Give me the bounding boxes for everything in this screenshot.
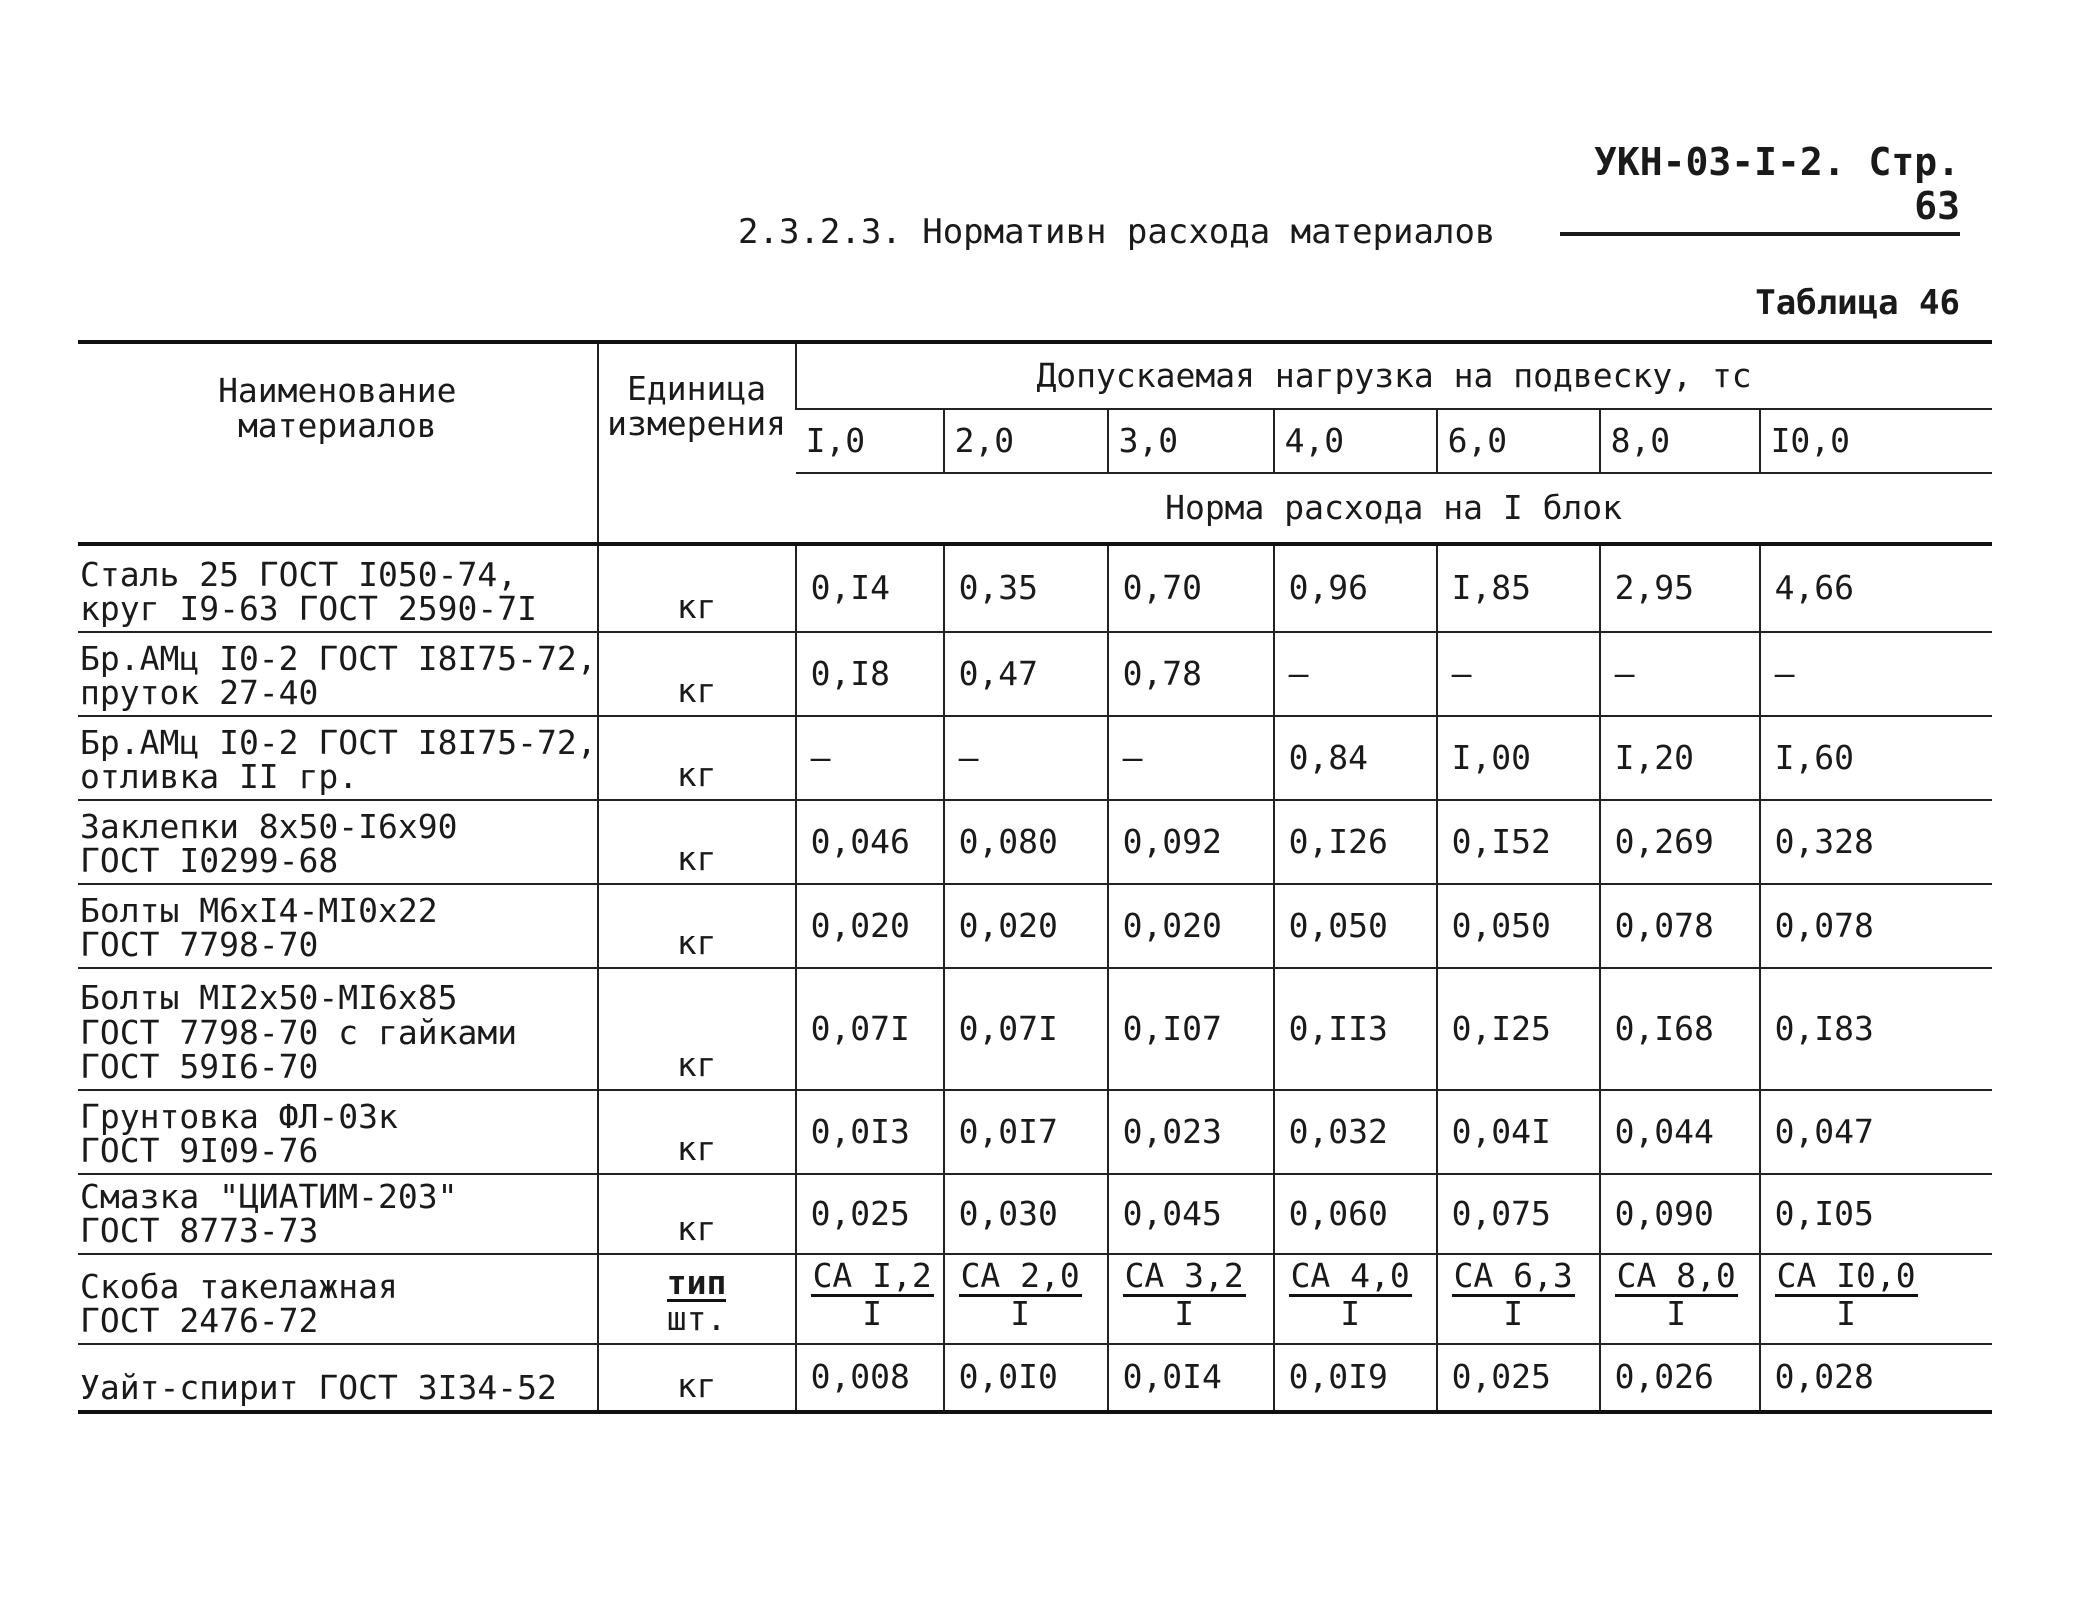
unit-cell: кг [598,1344,796,1412]
norm-value-cell: 0,008 [796,1344,944,1412]
table-number: Таблица 46 [1755,283,1960,323]
norm-value-cell: 0,07I [944,968,1108,1090]
material-name-line: Бр.АМц I0-2 ГОСТ I8I75-72, [80,638,597,678]
header-norm-label: Норма расхода на I блок [796,473,1992,544]
material-name-line: ГОСТ 9I09-76 [80,1131,319,1171]
header-load-value: I0,0 [1760,409,1992,473]
norm-value-cell: I,60 [1760,716,1992,800]
shackle-type-cell [1437,1254,1600,1344]
norm-value-cell: 0,020 [1108,884,1274,968]
unit-cell: кг [598,800,796,884]
section-title: 2.3.2.3. Нормативн расхода материалов [738,212,1496,252]
shackle-type-cell [1274,1254,1437,1344]
material-name-cell [78,1344,598,1412]
norm-value-cell: 0,I05 [1760,1174,1992,1254]
norm-value-cell: 0,I83 [1760,968,1992,1090]
shackle-type-fraction [1452,1256,1575,1333]
header-name-line: материалов [237,405,437,445]
material-name-line: ГОСТ 7798-70 с гайками [80,1012,518,1052]
material-name-line: Скоба такелажная [80,1266,398,1306]
norm-value-cell: – [1760,632,1992,716]
unit-cell: кг [598,884,796,968]
material-name-cell [78,1254,598,1344]
unit-numerator: тип [666,1263,727,1303]
material-name-cell [78,1174,598,1254]
norm-value-cell: 0,I8 [796,632,944,716]
norm-value-cell: 0,96 [1274,544,1437,632]
material-name-line: отливка II гр. [80,757,359,797]
material-name-line: Грунтовка ФЛ-03к [80,1096,398,1136]
unit-fraction [666,1263,727,1339]
header-load-value: 6,0 [1437,409,1600,473]
material-name-line: пруток 27-40 [80,673,319,713]
material-name-line: Бр.АМц I0-2 ГОСТ I8I75-72, [80,722,597,762]
norm-value-cell: 0,020 [796,884,944,968]
material-name-line: ГОСТ 8773-73 [80,1211,319,1251]
header-name-cell [78,342,598,544]
shackle-quantity: I [862,1294,883,1333]
norm-value-cell: 0,35 [944,544,1108,632]
table-row [78,1254,1992,1344]
material-name-line: ГОСТ 7798-70 [80,925,319,965]
norm-value-cell: 2,95 [1600,544,1760,632]
norm-value-cell: 0,050 [1437,884,1600,968]
header-load-value: 2,0 [944,409,1108,473]
shackle-type-fraction [811,1256,934,1333]
document-code: УКН-03-I-2. Стр. 63 [1560,140,1960,236]
norm-value-cell: – [1108,716,1274,800]
shackle-type-cell [1600,1254,1760,1344]
norm-value-cell: 0,269 [1600,800,1760,884]
norm-value-cell: 0,025 [1437,1344,1600,1412]
unit-cell: кг [598,1090,796,1174]
material-name-line: ГОСТ I0299-68 [80,841,339,881]
norm-value-cell: – [944,716,1108,800]
norm-value-cell: 0,032 [1274,1090,1437,1174]
norm-value-cell: 0,050 [1274,884,1437,968]
header-unit-cell [598,342,796,544]
norm-value-cell: 0,025 [796,1174,944,1254]
material-name-cell [78,968,598,1090]
shackle-quantity: I [1340,1294,1361,1333]
shackle-quantity: I [1174,1294,1195,1333]
unit-cell: кг [598,968,796,1090]
shackle-type-cell [1760,1254,1992,1344]
shackle-type-code: СА 2,0 [960,1256,1080,1295]
material-name-line: Смазка "ЦИАТИМ-203" [80,1176,458,1216]
norm-value-cell: 0,328 [1760,800,1992,884]
table-row [78,544,1992,632]
header-load-value: 8,0 [1600,409,1760,473]
norm-value-cell: 0,78 [1108,632,1274,716]
norm-value-cell: 0,0I9 [1274,1344,1437,1412]
material-name-cell [78,716,598,800]
norm-value-cell: 0,028 [1760,1344,1992,1412]
norm-value-cell: 0,044 [1600,1090,1760,1174]
unit-cell: кг [598,632,796,716]
table-row [78,968,1992,1090]
norm-value-cell: 0,047 [1760,1090,1992,1174]
shackle-type-code: СА I0,0 [1776,1256,1916,1295]
shackle-type-code: СА I,2 [812,1256,932,1295]
shackle-type-code: СА 3,2 [1124,1256,1244,1295]
unit-cell [598,1254,796,1344]
norm-value-cell: 0,I25 [1437,968,1600,1090]
norm-value-cell: 0,026 [1600,1344,1760,1412]
shackle-type-fraction [1775,1256,1918,1333]
header-load-value: 4,0 [1274,409,1437,473]
shackle-type-cell [1108,1254,1274,1344]
material-name-line: Заклепки 8x50-I6x90 [80,806,458,846]
table-row [78,716,1992,800]
norm-value-cell: 0,078 [1600,884,1760,968]
norm-value-cell: 0,I68 [1600,968,1760,1090]
shackle-type-fraction [959,1256,1082,1333]
header-row-load [78,342,1992,409]
shackle-quantity: I [1503,1294,1524,1333]
material-name-line: Уайт-спирит ГОСТ 3I34-52 [80,1368,557,1408]
unit-cell: кг [598,544,796,632]
norm-value-cell: 0,045 [1108,1174,1274,1254]
norm-value-cell: 0,0I4 [1108,1344,1274,1412]
table-row [78,884,1992,968]
norm-value-cell: 0,0I0 [944,1344,1108,1412]
norm-value-cell: – [1437,632,1600,716]
norm-value-cell: – [796,716,944,800]
shackle-quantity: I [1010,1294,1031,1333]
norm-value-cell: 0,I07 [1108,968,1274,1090]
norm-value-cell: 0,47 [944,632,1108,716]
material-name-line: ГОСТ 59I6-70 [80,1047,319,1087]
norm-value-cell: 0,090 [1600,1174,1760,1254]
table-row [78,1344,1992,1412]
norm-value-cell: – [1274,632,1437,716]
shackle-type-code: СА 6,3 [1453,1256,1573,1295]
shackle-type-fraction [1289,1256,1412,1333]
unit-denominator: шт. [666,1299,727,1339]
norm-value-cell: I,20 [1600,716,1760,800]
norm-value-cell: 0,I4 [796,544,944,632]
norm-value-cell: 0,046 [796,800,944,884]
header-unit-line: Единица [627,369,767,408]
material-name-cell [78,632,598,716]
unit-cell: кг [598,716,796,800]
norm-value-cell: – [1600,632,1760,716]
material-name-line: Болты МI2x50-МI6x85 [80,978,458,1018]
norm-value-cell: 0,020 [944,884,1108,968]
material-name-cell [78,544,598,632]
norm-value-cell: 0,030 [944,1174,1108,1254]
header-load-value: 3,0 [1108,409,1274,473]
material-name-cell [78,884,598,968]
header-load-value: I,0 [796,409,944,473]
norm-value-cell: 0,078 [1760,884,1992,968]
table-row [78,1174,1992,1254]
table-row [78,632,1992,716]
norm-value-cell: 4,66 [1760,544,1992,632]
norm-value-cell: 0,70 [1108,544,1274,632]
material-name-line: ГОСТ 2476-72 [80,1301,319,1341]
shackle-quantity: I [1836,1294,1857,1333]
header-unit-line: измерения [607,403,786,443]
norm-value-cell: 0,04I [1437,1090,1600,1174]
table-row [78,800,1992,884]
material-name-cell [78,1090,598,1174]
norm-value-cell: 0,0I7 [944,1090,1108,1174]
norm-value-cell: I,85 [1437,544,1600,632]
materials-norm-table [78,340,1992,1414]
norm-value-cell: 0,0I3 [796,1090,944,1174]
shackle-type-cell [796,1254,944,1344]
norm-value-cell: 0,060 [1274,1174,1437,1254]
material-name-cell [78,800,598,884]
shackle-quantity: I [1666,1294,1687,1333]
shackle-type-fraction [1123,1256,1246,1333]
table-row [78,1090,1992,1174]
unit-cell: кг [598,1174,796,1254]
shackle-type-fraction [1615,1256,1738,1333]
norm-value-cell: 0,84 [1274,716,1437,800]
shackle-type-code: СА 8,0 [1616,1256,1736,1295]
shackle-type-code: СА 4,0 [1290,1256,1410,1295]
shackle-type-cell [944,1254,1108,1344]
material-name-line: Сталь 25 ГОСТ I050-74, [80,554,518,594]
norm-value-cell: 0,07I [796,968,944,1090]
norm-value-cell: 0,092 [1108,800,1274,884]
norm-value-cell: 0,075 [1437,1174,1600,1254]
header-name-line: Наименование [218,371,457,410]
header-load-label: Допускаемая нагрузка на подвеску, тс [796,342,1992,409]
material-name-line: круг I9-63 ГОСТ 2590-7I [80,589,537,629]
material-name-line: Болты М6xI4-МI0x22 [80,890,438,930]
norm-value-cell: I,00 [1437,716,1600,800]
norm-value-cell: 0,I52 [1437,800,1600,884]
norm-value-cell: 0,I26 [1274,800,1437,884]
norm-value-cell: 0,II3 [1274,968,1437,1090]
norm-value-cell: 0,023 [1108,1090,1274,1174]
norm-value-cell: 0,080 [944,800,1108,884]
